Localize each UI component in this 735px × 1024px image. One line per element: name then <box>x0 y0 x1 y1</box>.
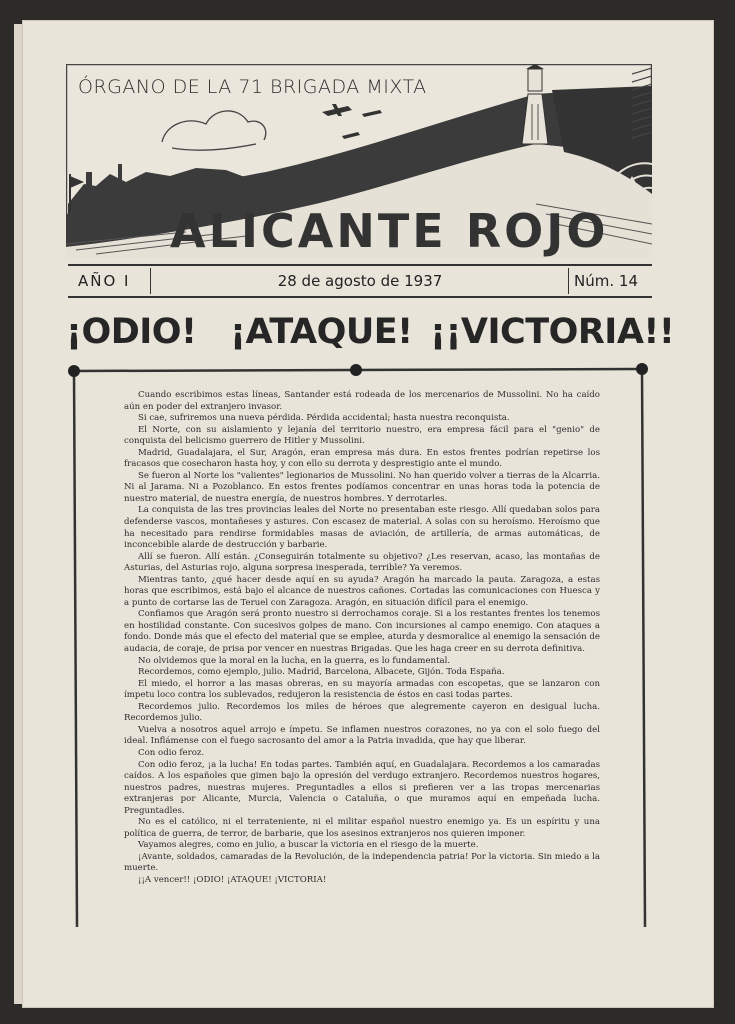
article-paragraph: Mientras tanto, ¿qué hacer desde aquí en su ayuda? Aragón ha marcado la pauta. Zaragoza, a estas horas que escribimos, está bajo el alcance de nuestros cañones. Cortadas las comunicaciones con Huesca y a punto de cortarse las de Teruel con Zaragoza. Aragón, en situación difícil para el enemigo. <box>124 574 600 608</box>
article-paragraph: Recordemos julio. Recordemos los miles de héroes que alegremente cayeron en desigual lucha. Recordemos julio. <box>124 701 600 724</box>
article-paragraph: No es el católico, ni el terrateniente, ni el militar español nuestro enemigo ya. Es un espíritu y una política de guerra, de terror, de barbarie, que los asesinos extranjeros nos quieren imponer. <box>124 817 600 839</box>
article-paragraph: El miedo, el horror a las masas obreras, en su mayoría armadas con escopetas, que se lanzaron con ímpetu loco contra los sublevados, redujeron la resistencia de éstos en casi todas partes. <box>124 678 600 701</box>
dateline <box>68 264 652 298</box>
article-paragraph: Se fueron al Norte los "valientes" legionarios de Mussolini. No han querido volver a tierras de la Alcarria. Ni al Jarama. Ni a Pozoblanco. En estos frentes podíamos concentrar en unas horas toda la potencia de nuestro material, de nuestra energía, de nuestros hombres. Y derrotarles. <box>124 470 601 504</box>
article-paragraph: Madrid, Guadalajara, el Sur, Aragón, eran empresa más dura. En estos frentes podrían repetirse los fracasos que cosecharon hasta hoy, y con ello su derrota y desprestigio ante el mundo. <box>124 447 600 470</box>
issue-year: AÑO I <box>78 272 131 290</box>
article-paragraph: No olvidemos que la moral en la lucha, en la guerra, es lo fundamental. <box>138 655 451 666</box>
article-paragraph: El Norte, con su aislamiento y lejanía del territorio nuestro, era empresa fácil para el "genio" de conquista del belicismo guerrero de Hitler y Mussolini. <box>124 424 600 447</box>
issue-date: 28 de agosto de 1937 <box>277 272 443 290</box>
article-paragraph: Allí se fueron. Allí están. ¿Conseguirán totalmente su objetivo? ¿Les reservan, acaso, las montañas de Asturias, del Asturias rojo, alguna sorpresa inesperada, terrible? Ya veremos. <box>124 551 600 574</box>
article-paragraph: Vuelva a nosotros aquel arrojo e ímpetu. Se inflamen nuestros corazones, no ya con el solo fuego del ideal. Inflámense con el fuego sacrosanto del amor a la Patria invadida, que hay que liberar. <box>124 724 600 747</box>
editorial-article <box>124 390 600 887</box>
article-paragraph: La conquista de las tres provincias leales del Norte no presentaban este riesgo. Allí quedaban solos para defenderse vascos, montañeses y astures. Con escasez de material. A solas con su heroísmo. Heroísmo que ha necesitado para rendirse formidables masas de aviación, de artillería, de armas automáticas, de inconcebible alarde de destrucción y barbarie. <box>124 505 600 551</box>
headline-odio: ¡ODIO! <box>66 312 197 352</box>
article-paragraph: Cuando escribimos estas líneas, Santander está rodeada de los mercenarios de Mussolini. No ha caído aún en poder del extranjero invasor. <box>124 390 600 412</box>
article-paragraph: Con odio feroz. <box>138 747 205 758</box>
masthead <box>66 64 652 258</box>
issue-number: Núm. 14 <box>574 272 638 290</box>
headline-victoria: ¡¡VICTORIA!! <box>430 312 675 352</box>
article-closing: ¡¡A vencer!! ¡ODIO! ¡ATAQUE! ¡VICTORIA! <box>138 874 327 885</box>
article-paragraph: Vayamos alegres, como en julio, a buscar la victoria en el riesgo de la muerte. <box>138 840 479 851</box>
article-paragraph: Si cae, sufriremos una nueva pérdida. Pérdida accidental; hasta nuestra reconquista. <box>138 413 510 424</box>
article-paragraph: ¡Avante, soldados, camaradas de la Revolución, de la independencia patria! Por la victoria. Sin miedo a la muerte. <box>124 851 600 874</box>
article-paragraph: Con odio feroz, ¡a la lucha! En todas partes. También aquí, en Guadalajara. Recordemos a los camaradas caídos. A los españoles que gimen bajo la opresión del verdugo extranjero. Recordemos nuestros hogares, nuestros padres, nuestras mujeres. Preguntadles a ellos si prefieren ver a las tropas mercenarias extranjeras por Alicante, Murcia, Valencia o Cataluña, o que muramos aquí en empeñada lucha. Preguntadles. <box>124 759 600 816</box>
newspaper-title: ALICANTE ROJO <box>170 204 609 258</box>
dateline-divider <box>568 268 569 294</box>
article-paragraph: Confiamos que Aragón será pronto nuestro si derrochamos coraje. Si a los restantes frentes los tenemos en hostilidad constante. Con sucesivos golpes de mano. Con incursiones al campo enemigo. Con ataques a fondo. Donde más que el efecto del material que se emplee, aturda y desmoralice al enemigo la sensación de audacia, de coraje, de prisa por vencer en nuestras Brigadas. Que les haga creer en su derrota definitiva. <box>124 609 600 655</box>
organ-subtitle: ÓRGANO DE LA 71 BRIGADA MIXTA <box>78 76 427 98</box>
headline-ataque: ¡ATAQUE! <box>230 312 413 352</box>
article-paragraph: Recordemos, como ejemplo, julio. Madrid, Barcelona, Albacete, Gijón. Toda España. <box>138 667 505 678</box>
